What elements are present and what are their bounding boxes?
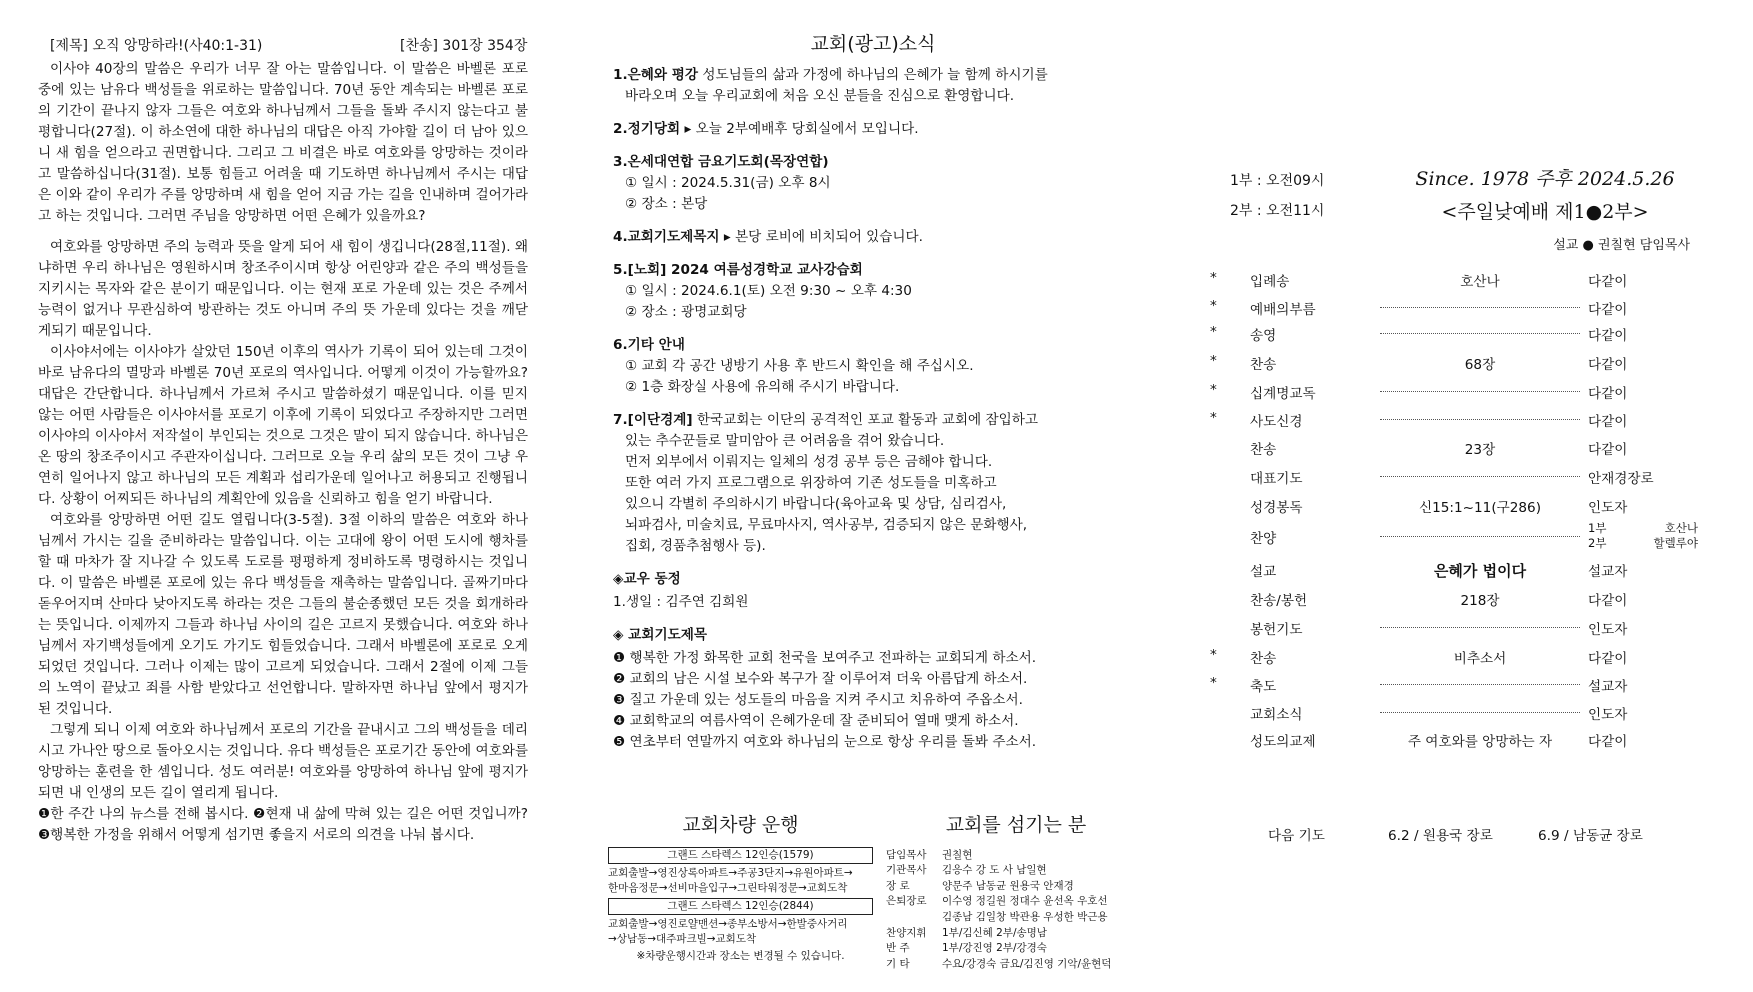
servant-role: 찬양지휘 — [886, 926, 927, 939]
order-item: 십계명교독 — [1250, 386, 1316, 402]
vehicle-note: ※차량운행시간과 장소는 변경될 수 있습니다. — [636, 950, 845, 962]
servant-row — [886, 910, 1146, 926]
sermon-paragraph-4: 여호와를 앙망하면 어떤 길도 열립니다(3-5절). 3절 이하의 말씀은 여호와 하나님께서 가시는 길을 준비하라는 말씀입니다. 이는 고대에 왕이 어떤 도시에 행차를 할 때 마차가 잘 지나갈 수 있도록 도로를 평평하게 정비하도록 명령하시는 것입니다. 이 말씀은 바벨론 포로에 있는 유다 백성들을 재촉하는 말씀입니다. 골짜기마다 돋우어지며 산마다 낮아지도록 하라는 것은 그들의 불순종했던 모든 것을 회개하라는 뜻입니다. 이제까지 그들과 하나님 사이의 길은 고르지 못했습니다. 여호와 하나님께서 자기백성들에게 오기도 가기도 힘들었습니다. 그래서 바벨론에 포로로 오게 되었던 것입니다. 그러나 이제는 많이 고르게 되었습니다. 그래서 2절에 이제 그들의 노역이 끝났고 죄를 사함 받았다고 선언합니다. 말하자면 하나님 앞에서 평지가 된 것입니다. — [38, 512, 528, 717]
order-row — [1210, 382, 1700, 402]
vehicle-route: 교회출발→영진로얄맨션→종부소방서→한발중사거리 — [608, 918, 848, 930]
service-times — [1230, 166, 1324, 226]
leader-dots — [1380, 307, 1580, 308]
order-leader: 다같이 — [1588, 357, 1628, 373]
order-item: 대표기도 — [1250, 471, 1303, 487]
order-item: 송영 — [1250, 328, 1277, 344]
order-row — [1210, 560, 1700, 580]
order-row — [1210, 324, 1700, 344]
order-item: 입례송 — [1250, 274, 1290, 290]
service-name: <주일낮예배 제1●2부> — [1441, 201, 1649, 223]
order-row — [1210, 438, 1700, 458]
order-leader: 다같이 — [1588, 386, 1628, 402]
leader-dots — [1380, 333, 1580, 334]
news-item-4 — [613, 227, 1153, 248]
order-content: 주 여호와를 앙망하는 자 — [1407, 734, 1553, 750]
since-date: Since. 1978 주후 2024.5.26 — [1415, 168, 1675, 190]
order-leader: 다같이 — [1588, 442, 1628, 458]
news-item-sub: ① 일시 : 2024.6.1(토) 오전 9:30 ~ 오후 4:30 — [625, 283, 912, 299]
order-row — [1210, 521, 1700, 550]
servant-row — [886, 863, 1146, 879]
order-item: 사도신경 — [1250, 414, 1303, 430]
order-item: 예배의부름 — [1250, 302, 1316, 318]
vehicle-title: 교회차량 운행 — [682, 814, 799, 836]
sermon-paragraph-2: 여호와를 앙망하면 주의 능력과 뜻을 알게 되어 새 힘이 생깁니다(28절,11절). 왜냐하면 우리 하나님은 영원하시며 창조주이시며 항상 어린양과 같은 주의 백성들을 지키시는 목자와 같은 분이기 때문입니다. 이는 현재 포로 가운데 있는 것은 주께서 능력이 없거나 무관심하여 방관하는 것도 아니며 주의 뜻 가운데 있다는 것을 깨닫게되기 때문입니다. — [38, 239, 528, 339]
order-leader-line: 2부 할렐루야 — [1588, 536, 1698, 550]
news-item-head: 5.[노회] 2024 여름성경학교 교사강습회 — [613, 262, 863, 278]
order-row — [1210, 270, 1700, 290]
sermon-paragraph-1: 이사야 40장의 말씀은 우리가 너무 잘 아는 말씀입니다. 이 말씀은 바벨론 포로 중에 있는 남유다 백성들을 위로하는 말씀입니다. 70년 동안 계속되는 바벨론 포로의 기간이 끝나지 않자 그들은 여호와 하나님께서 그들을 돌봐 주시지 않는다고 불평합니다(27절). 이 하소연에 대한 하나님의 대답은 아직 가야할 길이 더 남아 있으니 새 힘을 얻으라고 권면합니다. 그리고 그 비결은 바로 여호와를 앙망하는 것이라고 말씀하십니다(31절). 보통 힘들고 어려울 때 기도하면 하나님께서 주시는 대답은 이와 같이 우리가 주를 앙망하며 새 힘을 얻어 지금 가는 길을 인내하며 걸어가라고 하는 것입니다. 그러면 주님을 앙망하면 어떤 은혜가 있을까요? — [38, 61, 528, 224]
service-time-1: 1부 : 오전09시 — [1230, 173, 1325, 189]
servant-row — [886, 941, 1146, 957]
servant-names: 김응수 강 도 사 남일현 — [942, 864, 1047, 877]
standing-mark: * — [1210, 353, 1217, 369]
order-leader: 안재경장로 — [1588, 471, 1654, 487]
news-item-text: ▸ 오늘 2부예배후 당회실에서 모입니다. — [680, 121, 919, 137]
leader-dots — [1380, 536, 1580, 537]
news-item-3 — [613, 152, 1153, 215]
servants-title: 교회를 섬기는 분 — [945, 814, 1087, 836]
vehicle-route: →상남동→대주파크빌→교회도착 — [608, 933, 757, 945]
next-prayer-2: 6.9 / 남동균 장로 — [1538, 828, 1643, 844]
order-content: 218장 — [1460, 593, 1500, 609]
servant-role: 반 주 — [886, 942, 910, 955]
news-column — [613, 32, 1153, 753]
order-item: 교회소식 — [1250, 707, 1303, 723]
sermon-paragraph-3: 이사야서에는 이사야가 살았던 150년 이후의 역사가 기록이 되어 있는데 그것이 바로 남유다의 멸망과 바벨론 70년 포로의 역사입니다. 어떻게 이것이 가능할까요? 대답은 간단합니다. 하나님께서 가르쳐 주시고 말씀하셨기 때문입니다. 이를 믿지 않는 어떤 사람들은 이사야서를 포로기 이후에 기록이 되었다고 주장하지만 그러면 이사야의 이사야서 저작설이 부인되는 것으로 그것은 말이 되지 않습니다. 하나님은 온 땅의 창조주이시고 주관자이십니다. 그러므로 오늘 우리 삶의 모든 것이 그냥 우연히 일어나지 않고 하나님의 모든 계획과 섭리가운데 일어나고 허용되고 진행됩니다. 상황이 어찌되든 하나님의 계획안에 있음을 신뢰하고 힘을 얻기 바랍니다. — [38, 344, 528, 507]
order-row — [1210, 618, 1700, 638]
order-leader: 다같이 — [1588, 651, 1628, 667]
order-row — [1210, 298, 1700, 318]
servant-names: 권칠현 — [942, 848, 973, 861]
servant-role: 담임목사 — [886, 848, 927, 861]
order-leader: 다같이 — [1588, 593, 1628, 609]
order-item: 찬송 — [1250, 357, 1277, 373]
order-leader — [1588, 521, 1698, 551]
order-row — [1210, 410, 1700, 430]
news-item-cont: 먼저 외부에서 이뤄지는 일체의 성경 공부 등은 금해야 합니다. — [625, 454, 993, 470]
servant-row — [886, 957, 1146, 973]
prayer-topic: ❶ 행복한 가정 화목한 교회 천국을 보여주고 전파하는 교회되게 하소서. — [613, 650, 1037, 666]
news-item-sub: ① 일시 : 2024.5.31(금) 오후 8시 — [625, 175, 831, 191]
sermon-hymns: [찬송] 301장 354장 — [400, 38, 528, 54]
news-item-2 — [613, 119, 1153, 140]
standing-mark: * — [1210, 675, 1217, 691]
leader-dots — [1380, 476, 1580, 477]
news-item-text: 성도님들의 삶과 가정에 하나님의 은혜가 늘 함께 하시기를 — [698, 67, 1048, 83]
servant-row — [886, 926, 1146, 942]
news-item-sub: ② 장소 : 본당 — [625, 196, 708, 212]
order-item: 봉헌기도 — [1250, 622, 1303, 638]
leader-dots — [1380, 684, 1580, 685]
order-row — [1210, 675, 1700, 695]
sermon-paragraph-5: 그렇게 되니 이제 여호와 하나님께서 포로의 기간을 끝내시고 그의 백성들을 데리시고 가나안 땅으로 돌아오시는 것입니다. 유다 백성들은 포로기간 동안에 여호와를 앙망하는 훈련을 한 셈입니다. 성도 여러분! 여호와를 앙망하여 하나님 앞에 평지가 되면 내 인생의 모든 길이 열리게 됩니다. — [38, 722, 528, 801]
leader-dots — [1380, 627, 1580, 628]
news-item-text: 한국교회는 이단의 공격적인 포교 활동과 교회에 잠입하고 — [692, 412, 1038, 428]
news-item-cont: 있는 추수꾼들로 말미암아 큰 어려움을 겪어 왔습니다. — [625, 433, 945, 449]
order-content: 비추소서 — [1453, 651, 1507, 667]
preacher: 설교 ● 권칠현 담임목사 — [1553, 238, 1690, 253]
leader-dots — [1380, 419, 1580, 420]
order-item: 찬송 — [1250, 442, 1277, 458]
order-content: 23장 — [1464, 442, 1496, 458]
leader-dots — [1380, 712, 1580, 713]
standing-mark: * — [1210, 410, 1217, 426]
order-row — [1210, 703, 1700, 723]
servant-role: 은퇴장로 — [886, 895, 927, 908]
news-item-head: 2.정기당회 — [613, 121, 681, 137]
order-row — [1210, 730, 1700, 750]
servant-row — [886, 894, 1146, 910]
news-item-head: 7.[이단경계] — [613, 412, 693, 428]
order-leader: 다같이 — [1588, 414, 1628, 430]
news-item-1 — [613, 65, 1153, 107]
servant-role: 장 로 — [886, 879, 910, 892]
order-leader: 인도자 — [1588, 707, 1628, 723]
order-row — [1210, 353, 1700, 373]
news-title: 교회(광고)소식 — [810, 33, 936, 55]
order-content: 은혜가 법이다 — [1433, 562, 1527, 580]
vehicle-label: 그랜드 스타렉스 12인승(2844) — [608, 898, 873, 915]
standing-mark: * — [1210, 298, 1217, 314]
servant-role — [886, 910, 942, 926]
servant-names: 수요/강경숙 금요/김진영 기악/윤현덕 — [942, 957, 1112, 970]
news-item-7 — [613, 410, 1153, 557]
vehicle-route: 한마음정문→선비마을입구→그린타워정문→교회도착 — [608, 882, 848, 894]
news-item-cont: 집회, 경품추첨행사 등). — [625, 538, 766, 554]
order-row — [1210, 589, 1700, 609]
discussion-questions: ❶한 주간 나의 뉴스를 전해 봅시다. ❷현재 내 삶에 막혀 있는 길은 어떤 것입니까? ❸행복한 가정을 위해서 어떻게 섬기면 좋을지 서로의 의견을 나눠 봅시다. — [38, 806, 528, 843]
order-leader: 설교자 — [1588, 564, 1628, 580]
order-leader: 다같이 — [1588, 328, 1628, 344]
order-row — [1210, 647, 1700, 667]
order-leader: 설교자 — [1588, 679, 1628, 695]
sermon-title: [제목] 오직 앙망하라!(사40:1-31) — [50, 38, 263, 54]
servant-row — [886, 879, 1146, 895]
order-item: 찬송/봉헌 — [1250, 593, 1308, 609]
member-news-line: 1.생일 : 김주연 김희원 — [613, 594, 749, 610]
servant-role: 기관목사 — [886, 864, 927, 877]
news-item-text: ▸ 본당 로비에 비치되어 있습니다. — [719, 229, 924, 245]
order-leader: 다같이 — [1588, 274, 1628, 290]
servant-names: 김종남 김일창 박관용 우성한 박근용 — [942, 910, 1108, 923]
news-item-6 — [613, 335, 1153, 398]
prayer-topic: ❸ 질고 가운데 있는 성도들의 마음을 지켜 주시고 치유하여 주옵소서. — [613, 692, 1023, 708]
order-item: 축도 — [1250, 679, 1277, 695]
news-item-cont: 뇌파검사, 미술치료, 무료마사지, 역사공부, 검증되지 않은 문화행사, — [625, 517, 1028, 533]
news-item-head: 3.온세대연합 금요기도회(목장연합) — [613, 154, 829, 170]
servant-names: 양문주 남동균 원용국 안재경 — [942, 879, 1074, 892]
news-item-cont: 있으니 각별히 주의하시기 바랍니다(육아교육 및 상담, 심리검사, — [625, 496, 1007, 512]
next-prayer-label: 다음 기도 — [1268, 828, 1325, 844]
news-item-head: 6.기타 안내 — [613, 337, 685, 353]
standing-mark: * — [1210, 382, 1217, 398]
order-leader: 인도자 — [1588, 500, 1628, 516]
order-content: 신15:1~11(구286) — [1418, 500, 1542, 516]
news-item-sub: ② 1층 화장실 사용에 유의해 주시기 바랍니다. — [625, 379, 900, 395]
order-item: 찬송 — [1250, 651, 1277, 667]
servant-names: 1부/강진영 2부/강경숙 — [942, 942, 1047, 955]
news-item-head: 4.교회기도제목지 — [613, 229, 720, 245]
prayer-topic: ❹ 교회학교의 여름사역이 은혜가운데 잘 준비되어 열매 맺게 하소서. — [613, 713, 1019, 729]
servant-names: 1부/김신혜 2부/송명남 — [942, 926, 1047, 939]
news-item-sub: ② 장소 : 광명교회당 — [625, 304, 747, 320]
service-time-2: 2부 : 오전11시 — [1230, 203, 1325, 219]
standing-mark: * — [1210, 324, 1217, 340]
church-servants — [886, 814, 1146, 972]
prayer-topic: ❺ 연초부터 연말까지 여호와 하나님의 눈으로 항상 우리를 돌봐 주소서. — [613, 734, 1037, 750]
vehicle-label: 그랜드 스타렉스 12인승(1579) — [608, 847, 873, 864]
news-item-cont: 또한 여러 가지 프로그램으로 위장하여 기존 성도들을 미혹하고 — [625, 475, 997, 491]
order-leader-line: 1부 호산나 — [1588, 521, 1698, 535]
next-prayer-1: 6.2 / 원용국 장로 — [1388, 828, 1493, 844]
order-item: 설교 — [1250, 564, 1277, 580]
leader-dots — [1380, 391, 1580, 392]
vehicle-route: 교회출발→영진상록아파트→주공3단지→유원아파트→ — [608, 867, 853, 879]
prayer-topics-head: ◈ 교회기도제목 — [613, 627, 707, 643]
sermon-header — [50, 36, 528, 57]
sermon-column — [38, 36, 528, 846]
standing-mark: * — [1210, 270, 1217, 286]
prayer-topic: ❷ 교회의 남은 시설 보수와 복구가 잘 이루어져 더욱 아름답게 하소서. — [613, 671, 1028, 687]
news-item-5 — [613, 260, 1153, 323]
order-row — [1210, 496, 1700, 516]
order-leader: 다같이 — [1588, 302, 1628, 318]
order-row — [1210, 467, 1700, 487]
order-content: 68장 — [1464, 357, 1496, 373]
servant-role: 기 타 — [886, 957, 910, 970]
member-news-head: ◈교우 동정 — [613, 571, 681, 587]
vehicle-schedule — [608, 814, 873, 964]
news-item-head: 1.은혜와 평강 — [613, 67, 699, 83]
next-prayer — [1268, 824, 1688, 844]
order-leader: 인도자 — [1588, 622, 1628, 638]
news-item-sub: ① 교회 각 공간 냉방기 사용 후 반드시 확인을 해 주십시오. — [625, 358, 974, 374]
order-item: 성경봉독 — [1250, 500, 1303, 516]
servant-row — [886, 848, 1146, 864]
order-leader: 다같이 — [1588, 734, 1628, 750]
standing-mark: * — [1210, 647, 1217, 663]
news-item-cont: 바라오며 오늘 우리교회에 처음 오신 분들을 진심으로 환영합니다. — [625, 88, 1015, 104]
order-item: 찬양 — [1250, 531, 1277, 547]
order-content: 호산나 — [1460, 274, 1500, 290]
servant-names: 이수영 정길원 정대수 윤선옥 우호선 — [942, 895, 1108, 908]
order-item: 성도의교제 — [1250, 734, 1316, 750]
